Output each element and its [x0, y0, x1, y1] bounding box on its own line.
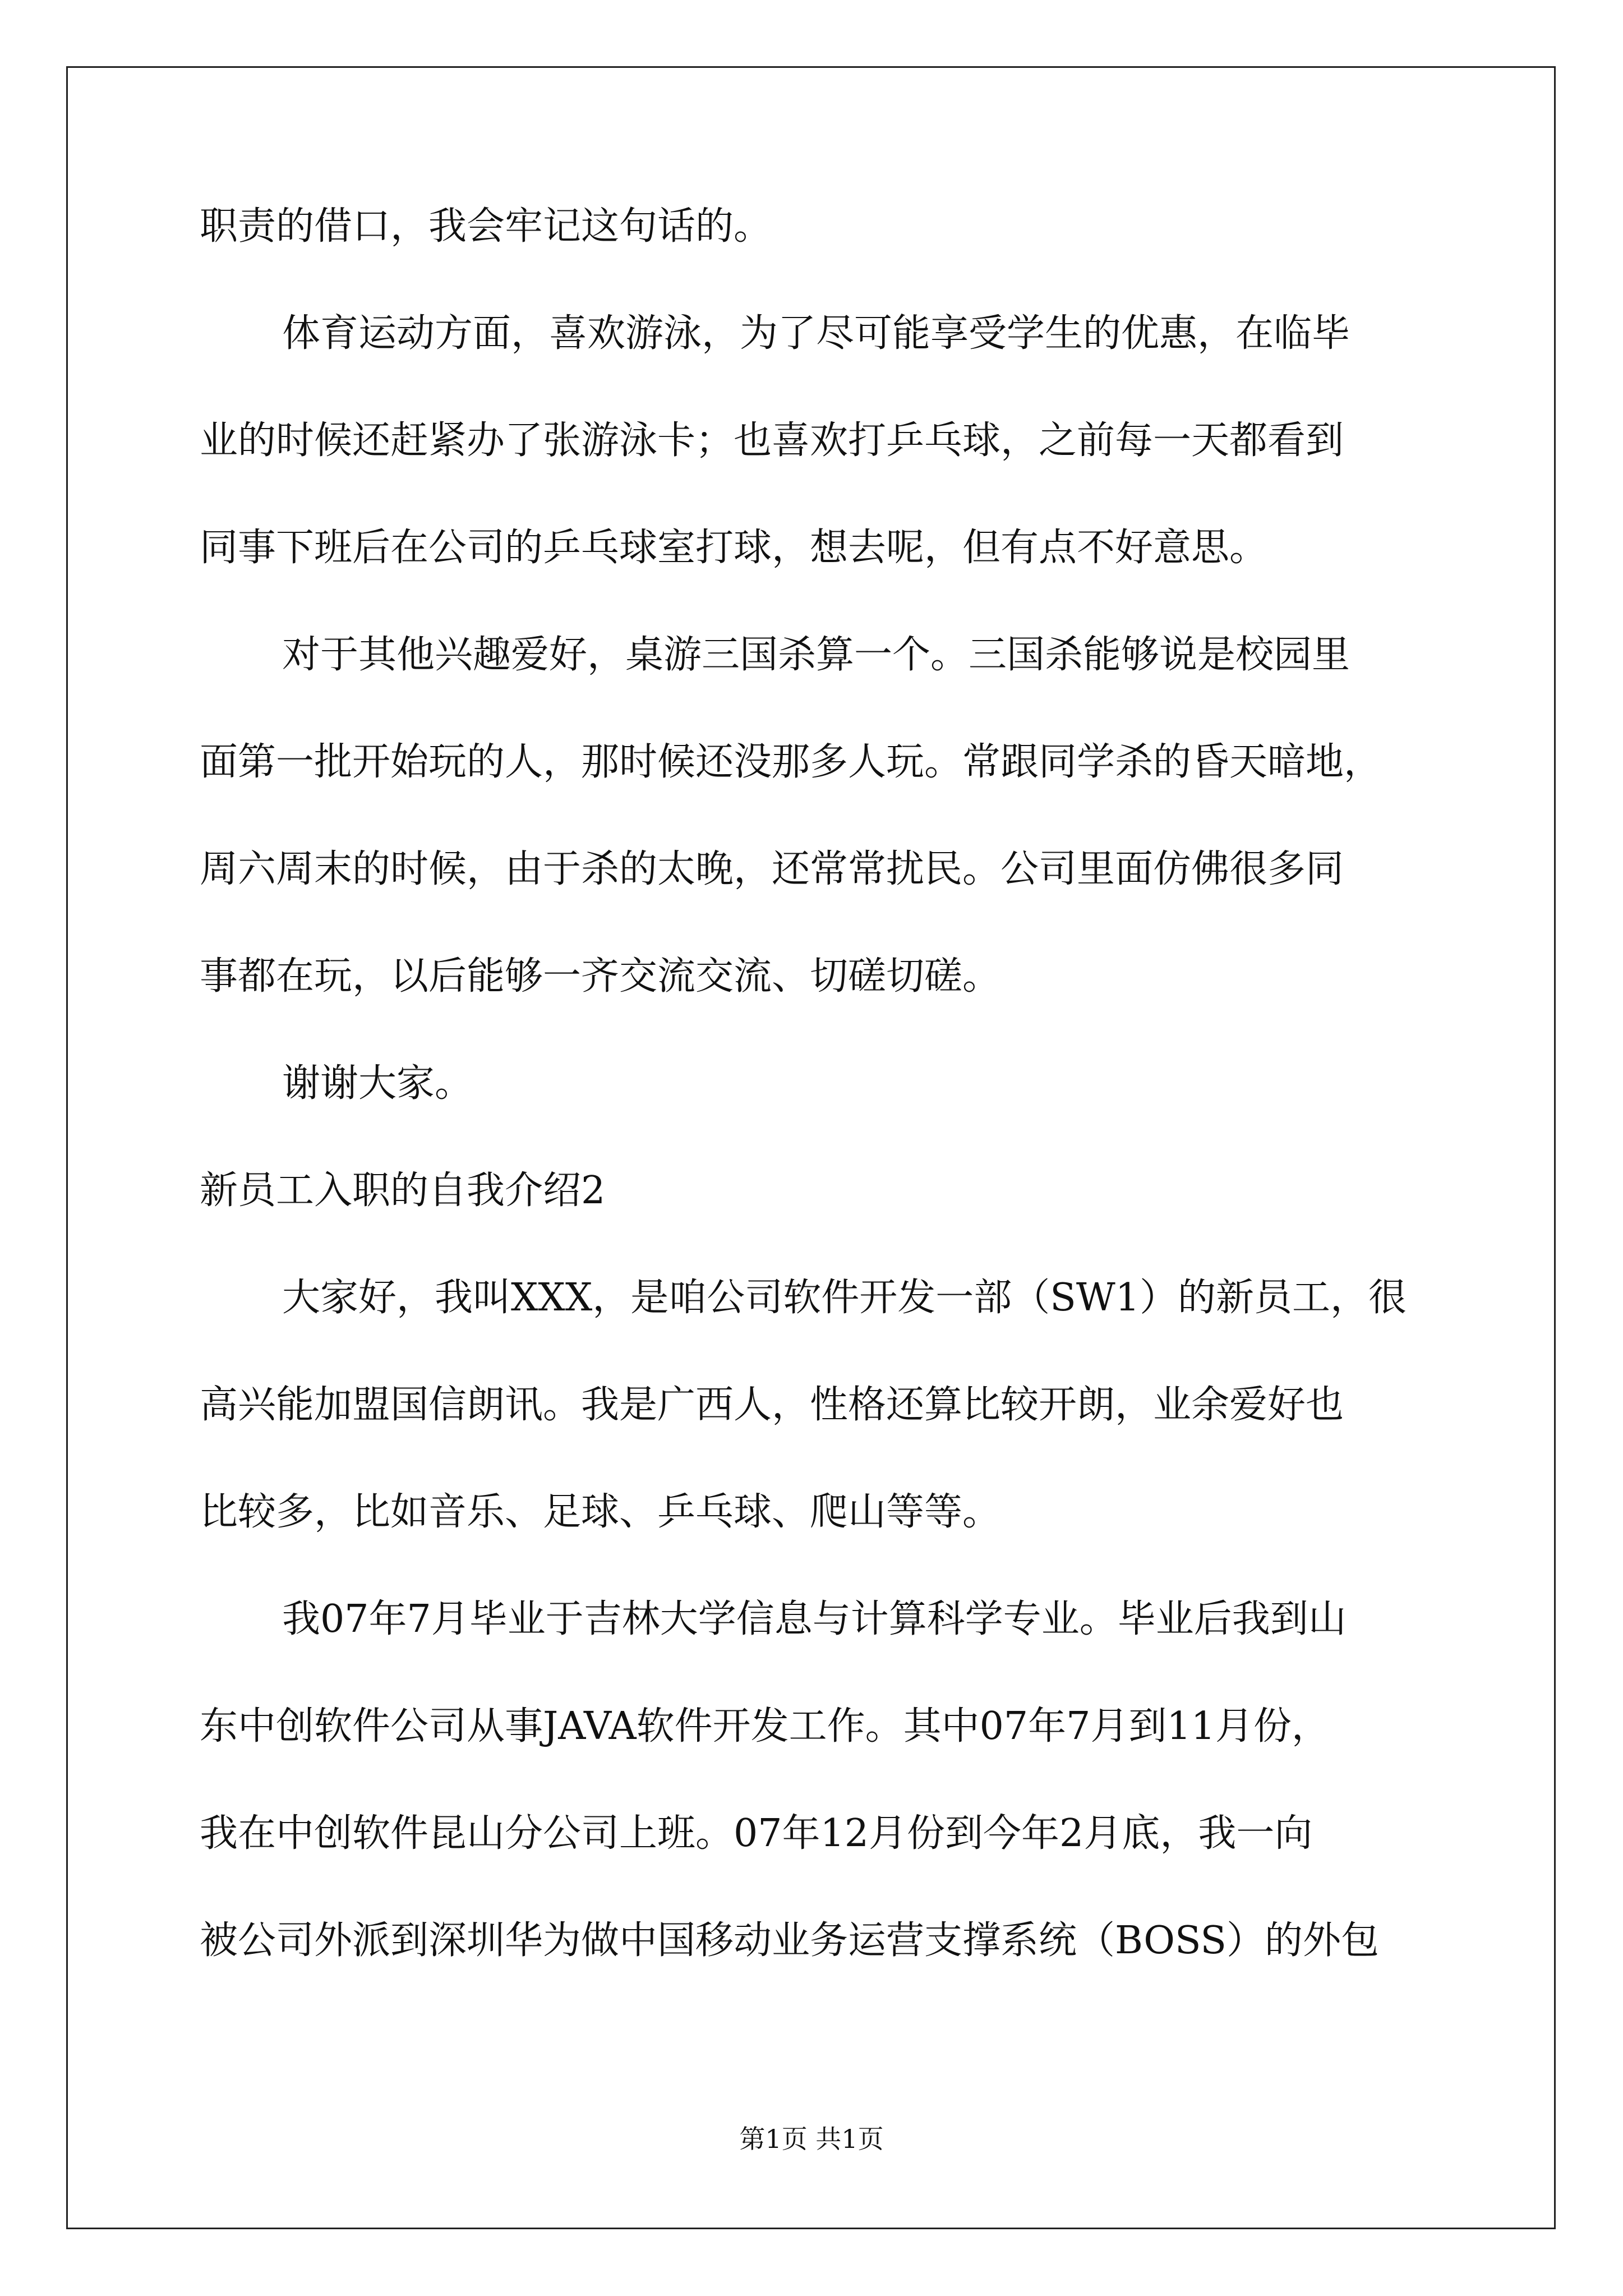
paragraph-line: 谢谢大家。	[282, 1061, 473, 1106]
paragraph-line: 对于其他兴趣爱好，桌游三国杀算一个。三国杀能够说是校园里	[282, 633, 1350, 677]
section-heading: 新员工入职的自我介绍2	[200, 1168, 606, 1213]
paragraph-line: 职责的借口，我会牢记这句话的。	[200, 204, 772, 249]
page-footer: 第1页 共1页	[739, 2124, 884, 2154]
document-body	[200, 204, 1456, 2029]
paragraph-line: 东中创软件公司从事JAVA软件开发工作。其中07年7月到11月份，	[200, 1704, 1330, 1749]
paragraph-line: 我07年7月毕业于吉林大学信息与计算科学专业。毕业后我到山	[282, 1597, 1347, 1641]
paragraph-line: 我在中创软件昆山分公司上班。07年12月份到今年2月底，我一向	[200, 1811, 1313, 1856]
paragraph-line: 大家好，我叫XXX，是咱公司软件开发一部（SW1）的新员工，很	[282, 1276, 1407, 1320]
paragraph-line: 同事下班后在公司的乒乓球室打球，想去呢，但有点不好意思。	[200, 526, 1268, 570]
paragraph-line: 高兴能加盟国信朗讯。我是广西人，性格还算比较开朗，业余爱好也	[200, 1383, 1344, 1427]
paragraph-line: 体育运动方面，喜欢游泳，为了尽可能享受学生的优惠，在临毕	[282, 311, 1350, 356]
paragraph-line: 比较多，比如音乐、足球、乒乓球、爬山等等。	[200, 1490, 1001, 1534]
paragraph-line: 业的时候还赶紧办了张游泳卡；也喜欢打乒乓球，之前每一天都看到	[200, 418, 1344, 463]
paragraph-line: 周六周末的时候，由于杀的太晚，还常常扰民。公司里面仿佛很多同	[200, 847, 1344, 891]
paragraph-line: 被公司外派到深圳华为做中国移动业务运营支撑系统（BOSS）的外包	[200, 1918, 1379, 1963]
paragraph-line: 事都在玩，以后能够一齐交流交流、切磋切磋。	[200, 954, 1001, 999]
paragraph-line: 面第一批开始玩的人，那时候还没那多人玩。常跟同学杀的昏天暗地，	[200, 740, 1382, 784]
